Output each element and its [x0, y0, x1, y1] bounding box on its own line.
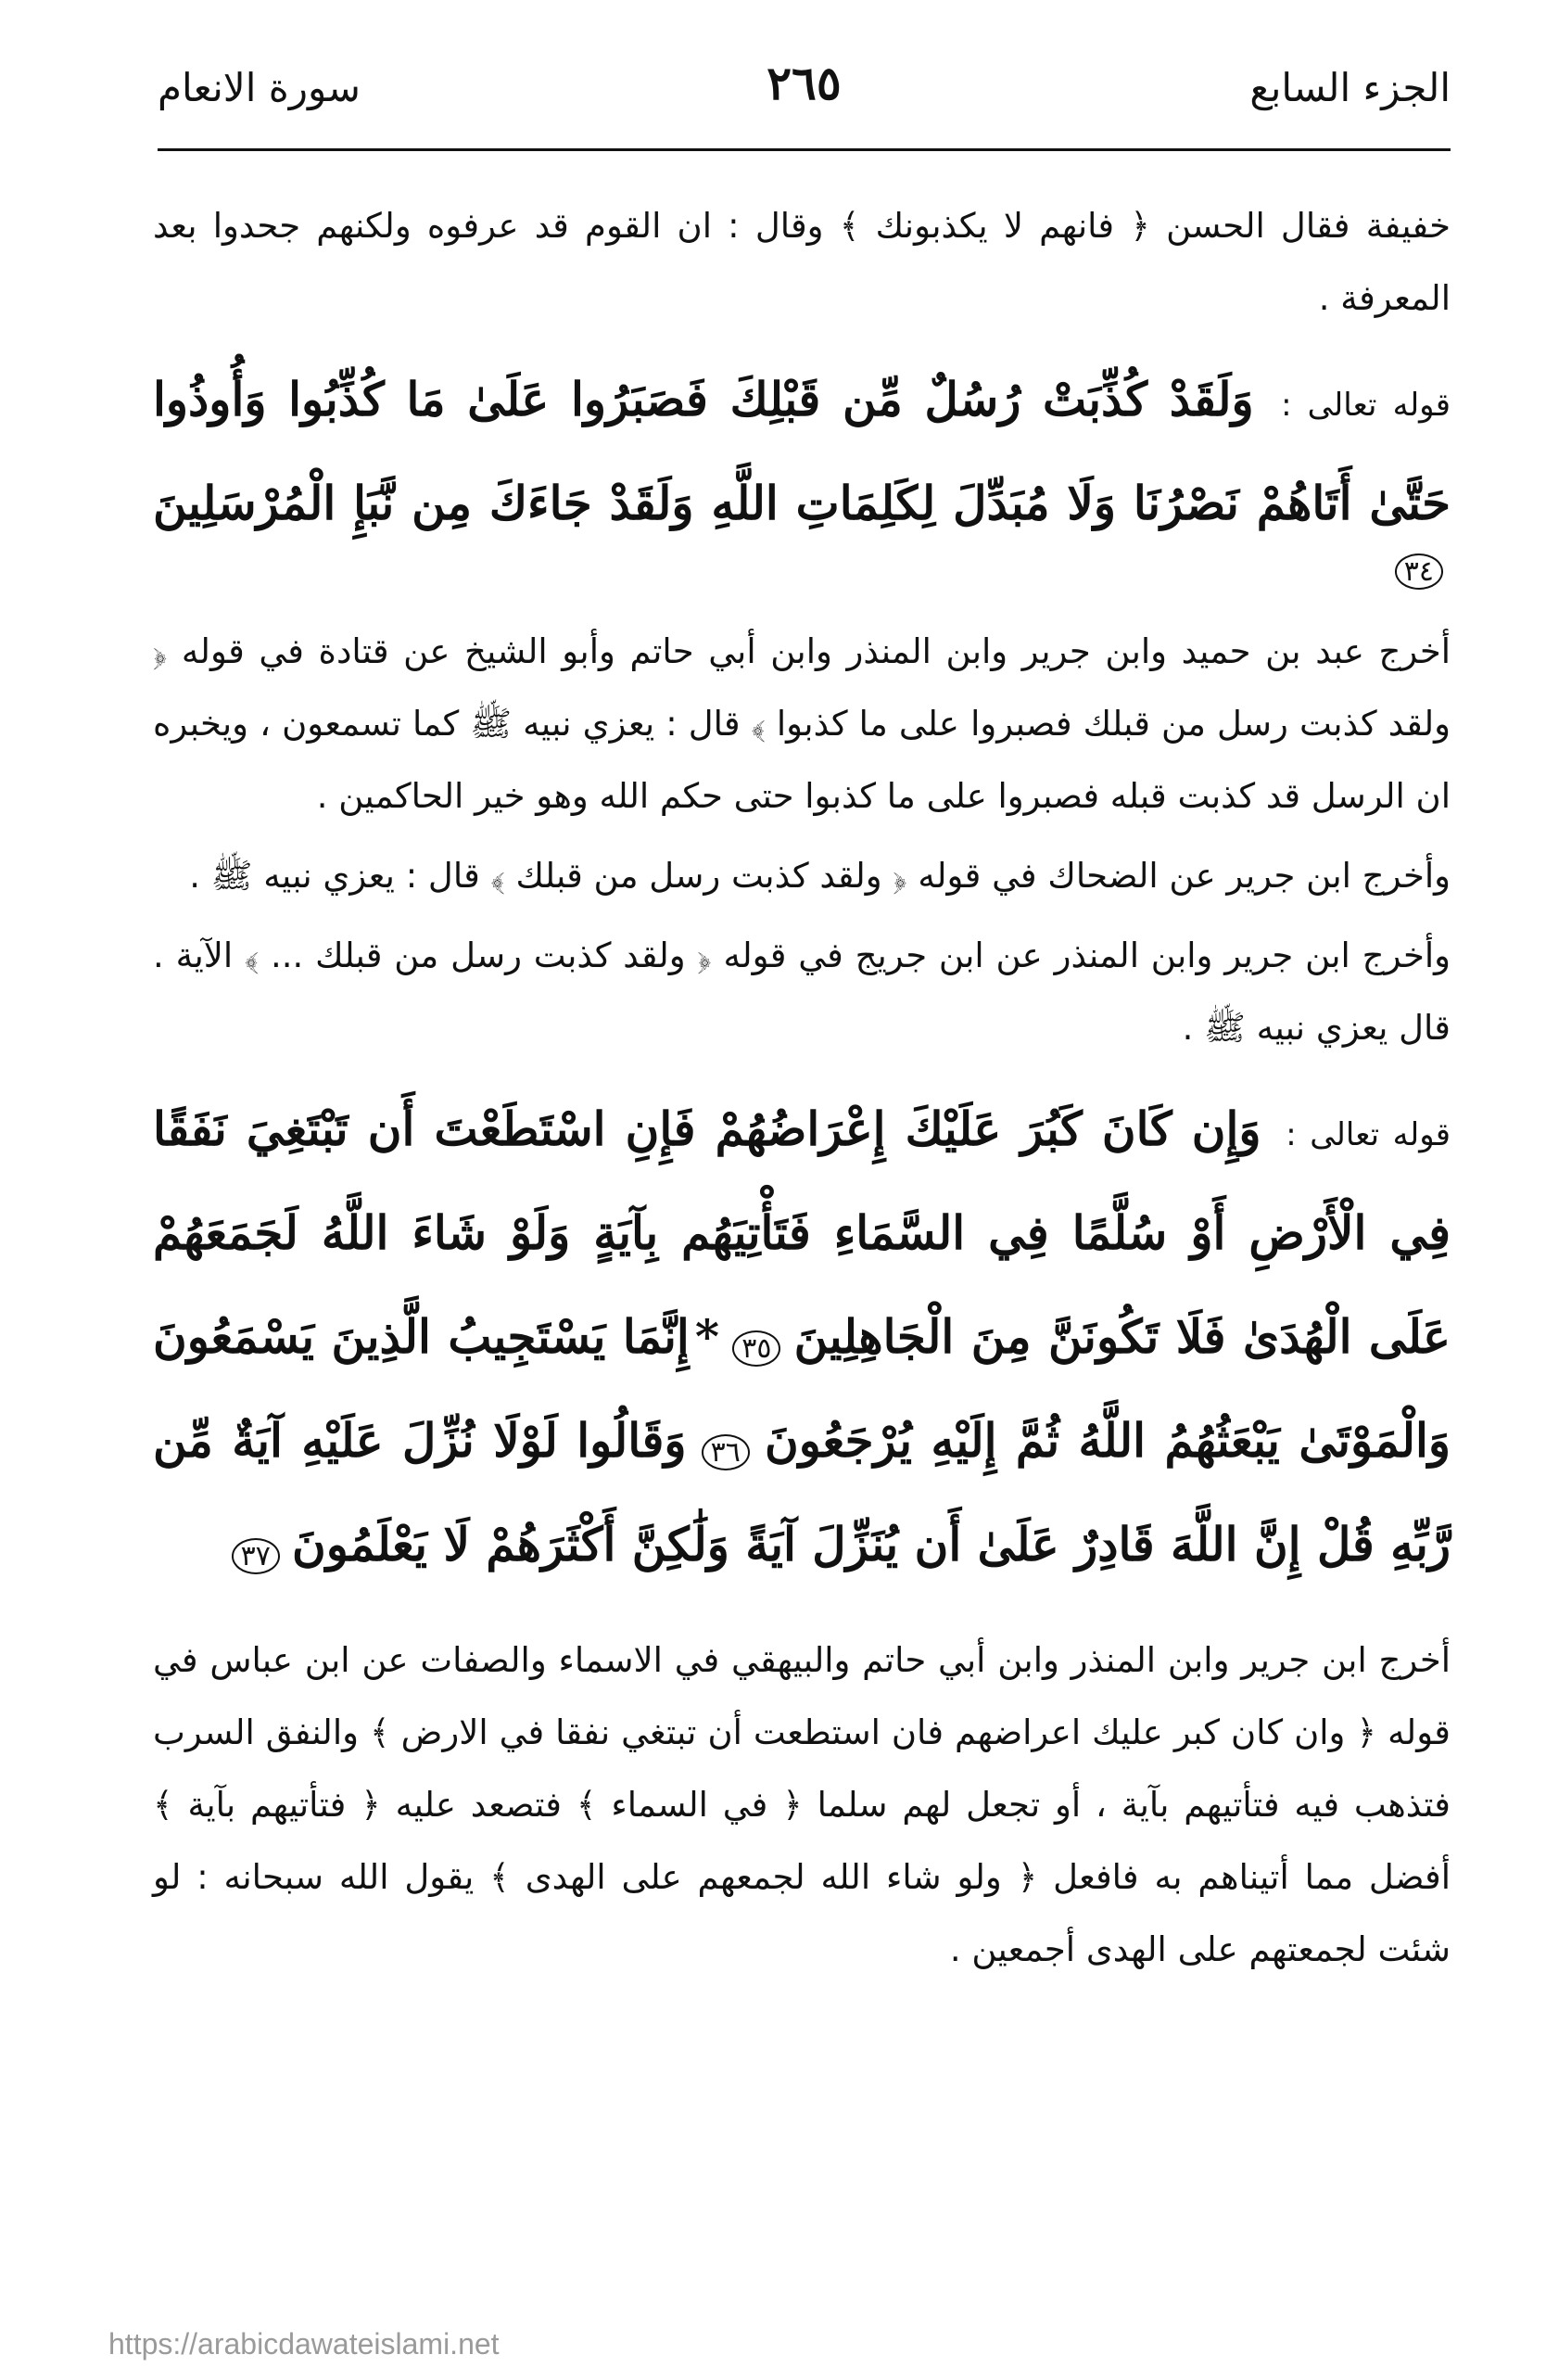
surah-label: سورة الانعام [158, 65, 361, 110]
verse-block-35-37 [153, 1077, 1451, 1597]
paragraph-commentary-1: خفيفة فقال الحسن ﴿ فانهم لا يكذبونك ﴾ وقال : ان القوم قد عرفوه ولكنهم جحدوا بعد المعرفة . [153, 206, 1451, 318]
paragraph-commentary-5: أخرج ابن جرير وابن المنذر وابن أبي حاتم والبيهقي في الاسماء والصفات عن ابن عباس في قوله ﴿ وان كان كبر عليك اعراضهم فان استطعت أن تبتغي نفقا في الارض ﴾ والنفق السرب فتذهب فيه فتأتيهم بآية ، أو تجعل لهم سلما ﴿ في السماء ﴾ فتصعد عليه ﴿ فتأتيهم بآية ﴾ أفضل مما أتيناهم به فافعل ﴿ ولو شاء الله لجمعهم على الهدى ﴾ يقول الله سبحانه : لو شئت لجمعتهم على الهدى أجمعين . [153, 1640, 1451, 1969]
header-rule [158, 148, 1451, 151]
verse-block-34 [153, 348, 1451, 588]
ayah-number-marker: ٣٦ [702, 1434, 750, 1470]
verse-intro-label: قوله تعالى : [1281, 387, 1451, 424]
paragraph-commentary-3: وأخرج ابن جرير عن الضحاك في قوله ﴿ ولقد كذبت رسل من قبلك ﴾ قال : يعزي نبيه ﷺ . [189, 856, 1451, 896]
running-header [158, 56, 1451, 139]
page-body [153, 190, 1451, 1993]
quran-verse-text: إِنَّمَا يَسْتَجِيبُ الَّذِينَ يَسْمَعُونَ وَالْمَوْتَىٰ يَبْعَثُهُمُ اللَّهُ ثُمَّ إِلَيْهِ يُرْجَعُونَ [153, 1309, 1451, 1468]
quran-verse-text: وَقَالُوا لَوْلَا نُزِّلَ عَلَيْهِ آيَةٌ مِّن رَّبِّهِ قُلْ إِنَّ اللَّهَ قَادِرٌ عَلَىٰ أَن يُنَزِّلَ آيَةً وَلَٰكِنَّ أَكْثَرَهُمْ لَا يَعْلَمُونَ [153, 1413, 1451, 1572]
ayah-number-marker: ٣٥ [732, 1330, 780, 1367]
verse-separator: * [694, 1309, 720, 1364]
quran-verse-text: وَإِن كَانَ كَبُرَ عَلَيْكَ إِعْرَاضُهُمْ فَإِنِ اسْتَطَعْتَ أَن تَبْتَغِيَ نَفَقًا فِي الْأَرْضِ أَوْ سُلَّمًا فِي السَّمَاءِ فَتَأْتِيَهُم بِآيَةٍ وَلَوْ شَاءَ اللَّهُ لَجَمَعَهُمْ عَلَى الْهُدَىٰ فَلَا تَكُونَنَّ مِنَ الْجَاهِلِينَ [153, 1101, 1451, 1364]
ayah-number-marker: ٣٤ [1395, 554, 1443, 590]
verse-intro-label: قوله تعالى : [1286, 1116, 1451, 1153]
paragraph-commentary-2: أخرج عبد بن حميد وابن جرير وابن المنذر وابن أبي حاتم وأبو الشيخ عن قتادة في قوله ﴿ ولقد كذبت رسل من قبلك فصبروا على ما كذبوا ﴾ قال : يعزي نبيه ﷺ كما تسمعون ، ويخبره ان الرسل قد كذبت قبله فصبروا على ما كذبوا حتى حكم الله وهو خير الحاكمين . [153, 631, 1451, 816]
ayah-number-marker: ٣٧ [232, 1538, 280, 1574]
page-number: ٢٦٥ [767, 56, 842, 110]
website-watermark: https://arabicdawateislami.net [108, 2327, 500, 2361]
part-label: الجزء السابع [1249, 65, 1451, 110]
quran-verse-text: وَلَقَدْ كُذِّبَتْ رُسُلٌ مِّن قَبْلِكَ فَصَبَرُوا عَلَىٰ مَا كُذِّبُوا وَأُوذُوا حَتَّىٰ أَتَاهُمْ نَصْرُنَا وَلَا مُبَدِّلَ لِكَلِمَاتِ اللَّهِ وَلَقَدْ جَاءَكَ مِن نَّبَإِ الْمُرْسَلِينَ [153, 372, 1451, 530]
paragraph-commentary-4: وأخرج ابن جرير وابن المنذر عن ابن جريج في قوله ﴿ ولقد كذبت رسل من قبلك ... ﴾ الآية . قال يعزي نبيه ﷺ . [153, 935, 1451, 1048]
